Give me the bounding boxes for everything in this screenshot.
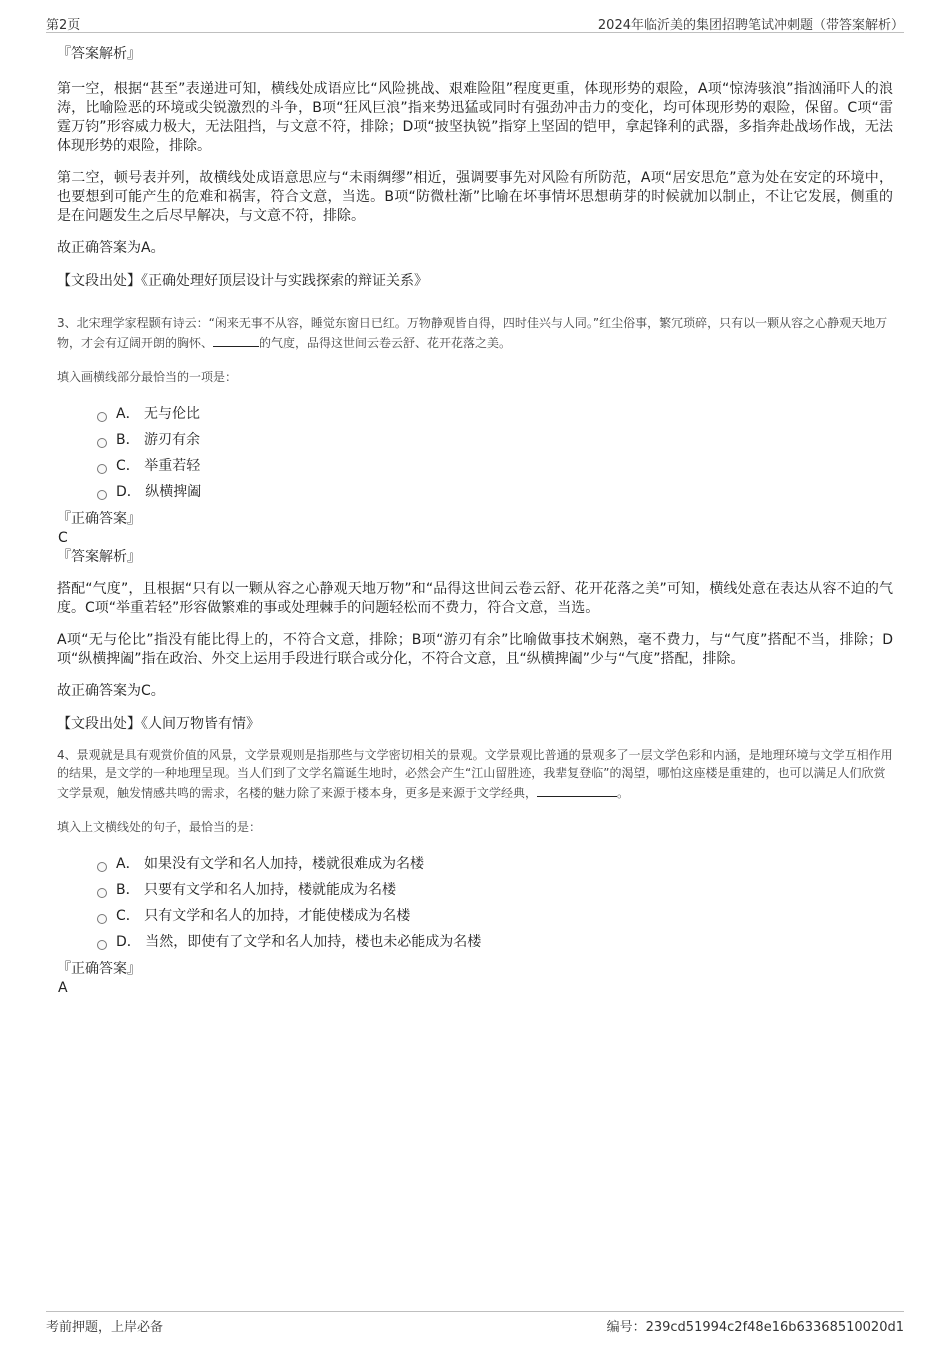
option-label: B． 只要有文学和名人加持，楼就能成为名楼 <box>116 882 397 898</box>
q2-analysis-p1: 第一空，根据“甚至”表递进可知，横线处成语应比“风险挑战、艰难险阻”程度更重，体现形势的艰险，A项“惊涛骇浪”指汹涌吓人的浪涛，比喻险恶的环境或尖锐激烈的斗争，B项“狂风巨浪”指来势迅猛或同时有强劲冲击力的变化，均可体现形势的艰险，保留。C项“雷霆万钧”形容威力极大，无法阻挡，与文意不符，排除；D项“披坚执锐”指穿上坚固的铠甲，拿起锋利的武器，多指奔赴战场作战，无法体现形势的艰险，排除。 <box>57 81 893 154</box>
q4-answer-label: 『正确答案』 <box>57 961 141 977</box>
document-title: 2024年临沂美的集团招聘笔试冲刺题（带答案解析） <box>597 18 904 33</box>
q3-analysis-p2: A项“无与伦比”指没有能比得上的，不符合文意，排除；B项“游刃有余”比喻做事技术娴熟，毫不费力，与“气度”搭配不当，排除；D项“纵横捭阖”指在政治、外交上运用手段进行联合或分化，不符合文意，且“纵横捭阖”少与“气度”搭配，排除。 <box>57 632 893 667</box>
radio-icon[interactable] <box>97 914 107 924</box>
q3-source: 【文段出处】《人间万物皆有情》 <box>57 716 260 732</box>
q4-blank <box>537 782 617 797</box>
radio-icon[interactable] <box>97 940 107 950</box>
radio-icon[interactable] <box>97 464 107 474</box>
q3-stem-part1: 3、北宋理学家程颢有诗云：“闲来无事不从容，睡觉东窗日已红。万物静观皆自得，四时佳兴与人同。”红尘俗事，繁冗琐碎，只有以一颗从容之心静观天地万物，才会有辽阔开朗的胸怀、 <box>57 316 888 350</box>
radio-icon[interactable] <box>97 438 107 448</box>
q3-stem <box>57 314 893 352</box>
q4-options <box>97 851 893 955</box>
q4-option-c[interactable] <box>97 903 893 929</box>
q3-options <box>97 401 893 505</box>
option-label: A． 如果没有文学和名人加持，楼就很难成为名楼 <box>116 856 425 872</box>
q3-conclusion: 故正确答案为C。 <box>57 683 165 699</box>
q4-option-b[interactable] <box>97 877 893 903</box>
radio-icon[interactable] <box>97 862 107 872</box>
option-label: D． 纵横捭阖 <box>116 484 202 500</box>
option-label: A． 无与伦比 <box>116 406 201 422</box>
page-footer <box>46 1311 904 1338</box>
q2-analysis-label: 『答案解析』 <box>57 46 141 62</box>
q3-analysis-label: 『答案解析』 <box>57 549 141 565</box>
option-label: B． 游刃有余 <box>116 432 201 448</box>
q4-option-a[interactable] <box>97 851 893 877</box>
q3-answer-label: 『正确答案』 <box>57 511 141 527</box>
q3-prompt: 填入画横线部分最恰当的一项是： <box>57 370 238 384</box>
document-body <box>57 44 893 997</box>
q2-source: 【文段出处】《正确处理好顶层设计与实践探索的辩证关系》 <box>57 273 428 289</box>
footer-slogan: 考前押题，上岸必备 <box>46 1320 164 1335</box>
q2-analysis-p2: 第二空，顿号表并列，故横线处成语意思应与“未雨绸缪”相近，强调要事先对风险有所防范，A项“居安思危”意为处在安定的环境中，也要想到可能产生的危难和祸害，符合文意，当选。B项“防微杜渐”比喻在坏事情坏思想萌芽的时候就加以制止，不让它发展，侧重的是在问题发生之后尽早解决，与文意不符，排除。 <box>57 170 893 224</box>
q3-answer: C <box>58 530 68 546</box>
q4-stem-part2: 。 <box>617 786 630 800</box>
option-label: C． 只有文学和名人的加持，才能使楼成为名楼 <box>116 908 411 924</box>
document-id: 编号：239cd51994c2f48e16b63368510020d1 <box>606 1320 904 1335</box>
q4-answer: A <box>58 980 68 996</box>
q4-option-d[interactable] <box>97 929 893 955</box>
q3-option-c[interactable] <box>97 453 893 479</box>
q2-conclusion: 故正确答案为A。 <box>57 240 165 256</box>
q4-stem <box>57 746 893 802</box>
page-number: 第2页 <box>46 18 81 33</box>
radio-icon[interactable] <box>97 888 107 898</box>
q3-option-d[interactable] <box>97 479 893 505</box>
page-header <box>46 12 904 33</box>
radio-icon[interactable] <box>97 412 107 422</box>
option-label: C． 举重若轻 <box>116 458 201 474</box>
q3-option-a[interactable] <box>97 401 893 427</box>
q4-prompt: 填入上文横线处的句子，最恰当的是： <box>57 820 262 834</box>
radio-icon[interactable] <box>97 490 107 500</box>
q3-analysis-p1: 搭配“气度”，且根据“只有以一颗从容之心静观天地万物”和“品得这世间云卷云舒、花开花落之美”可知，横线处意在表达从容不迫的气度。C项“举重若轻”形容做繁难的事或处理棘手的问题轻松而不费力，符合文意，当选。 <box>57 581 893 616</box>
q3-stem-part2: 的气度，品得这世间云卷云舒、花开花落之美。 <box>259 336 512 350</box>
q3-blank <box>213 332 259 347</box>
option-label: D． 当然，即使有了文学和名人加持，楼也未必能成为名楼 <box>116 934 482 950</box>
q3-option-b[interactable] <box>97 427 893 453</box>
q4-stem-part1: 4、景观就是具有观赏价值的风景，文学景观则是指那些与文学密切相关的景观。文学景观比普通的景观多了一层文学色彩和内涵，是地理环境与文学互相作用的结果，是文学的一种地理呈现。当人们到了文学名篇诞生地时，必然会产生“江山留胜迹，我辈复登临”的渴望，哪怕这座楼是重建的，也可以满足人们欣赏文学景观，触发情感共鸣的需求，名楼的魅力除了来源于楼本身，更多是来源于文学经典， <box>57 748 893 800</box>
